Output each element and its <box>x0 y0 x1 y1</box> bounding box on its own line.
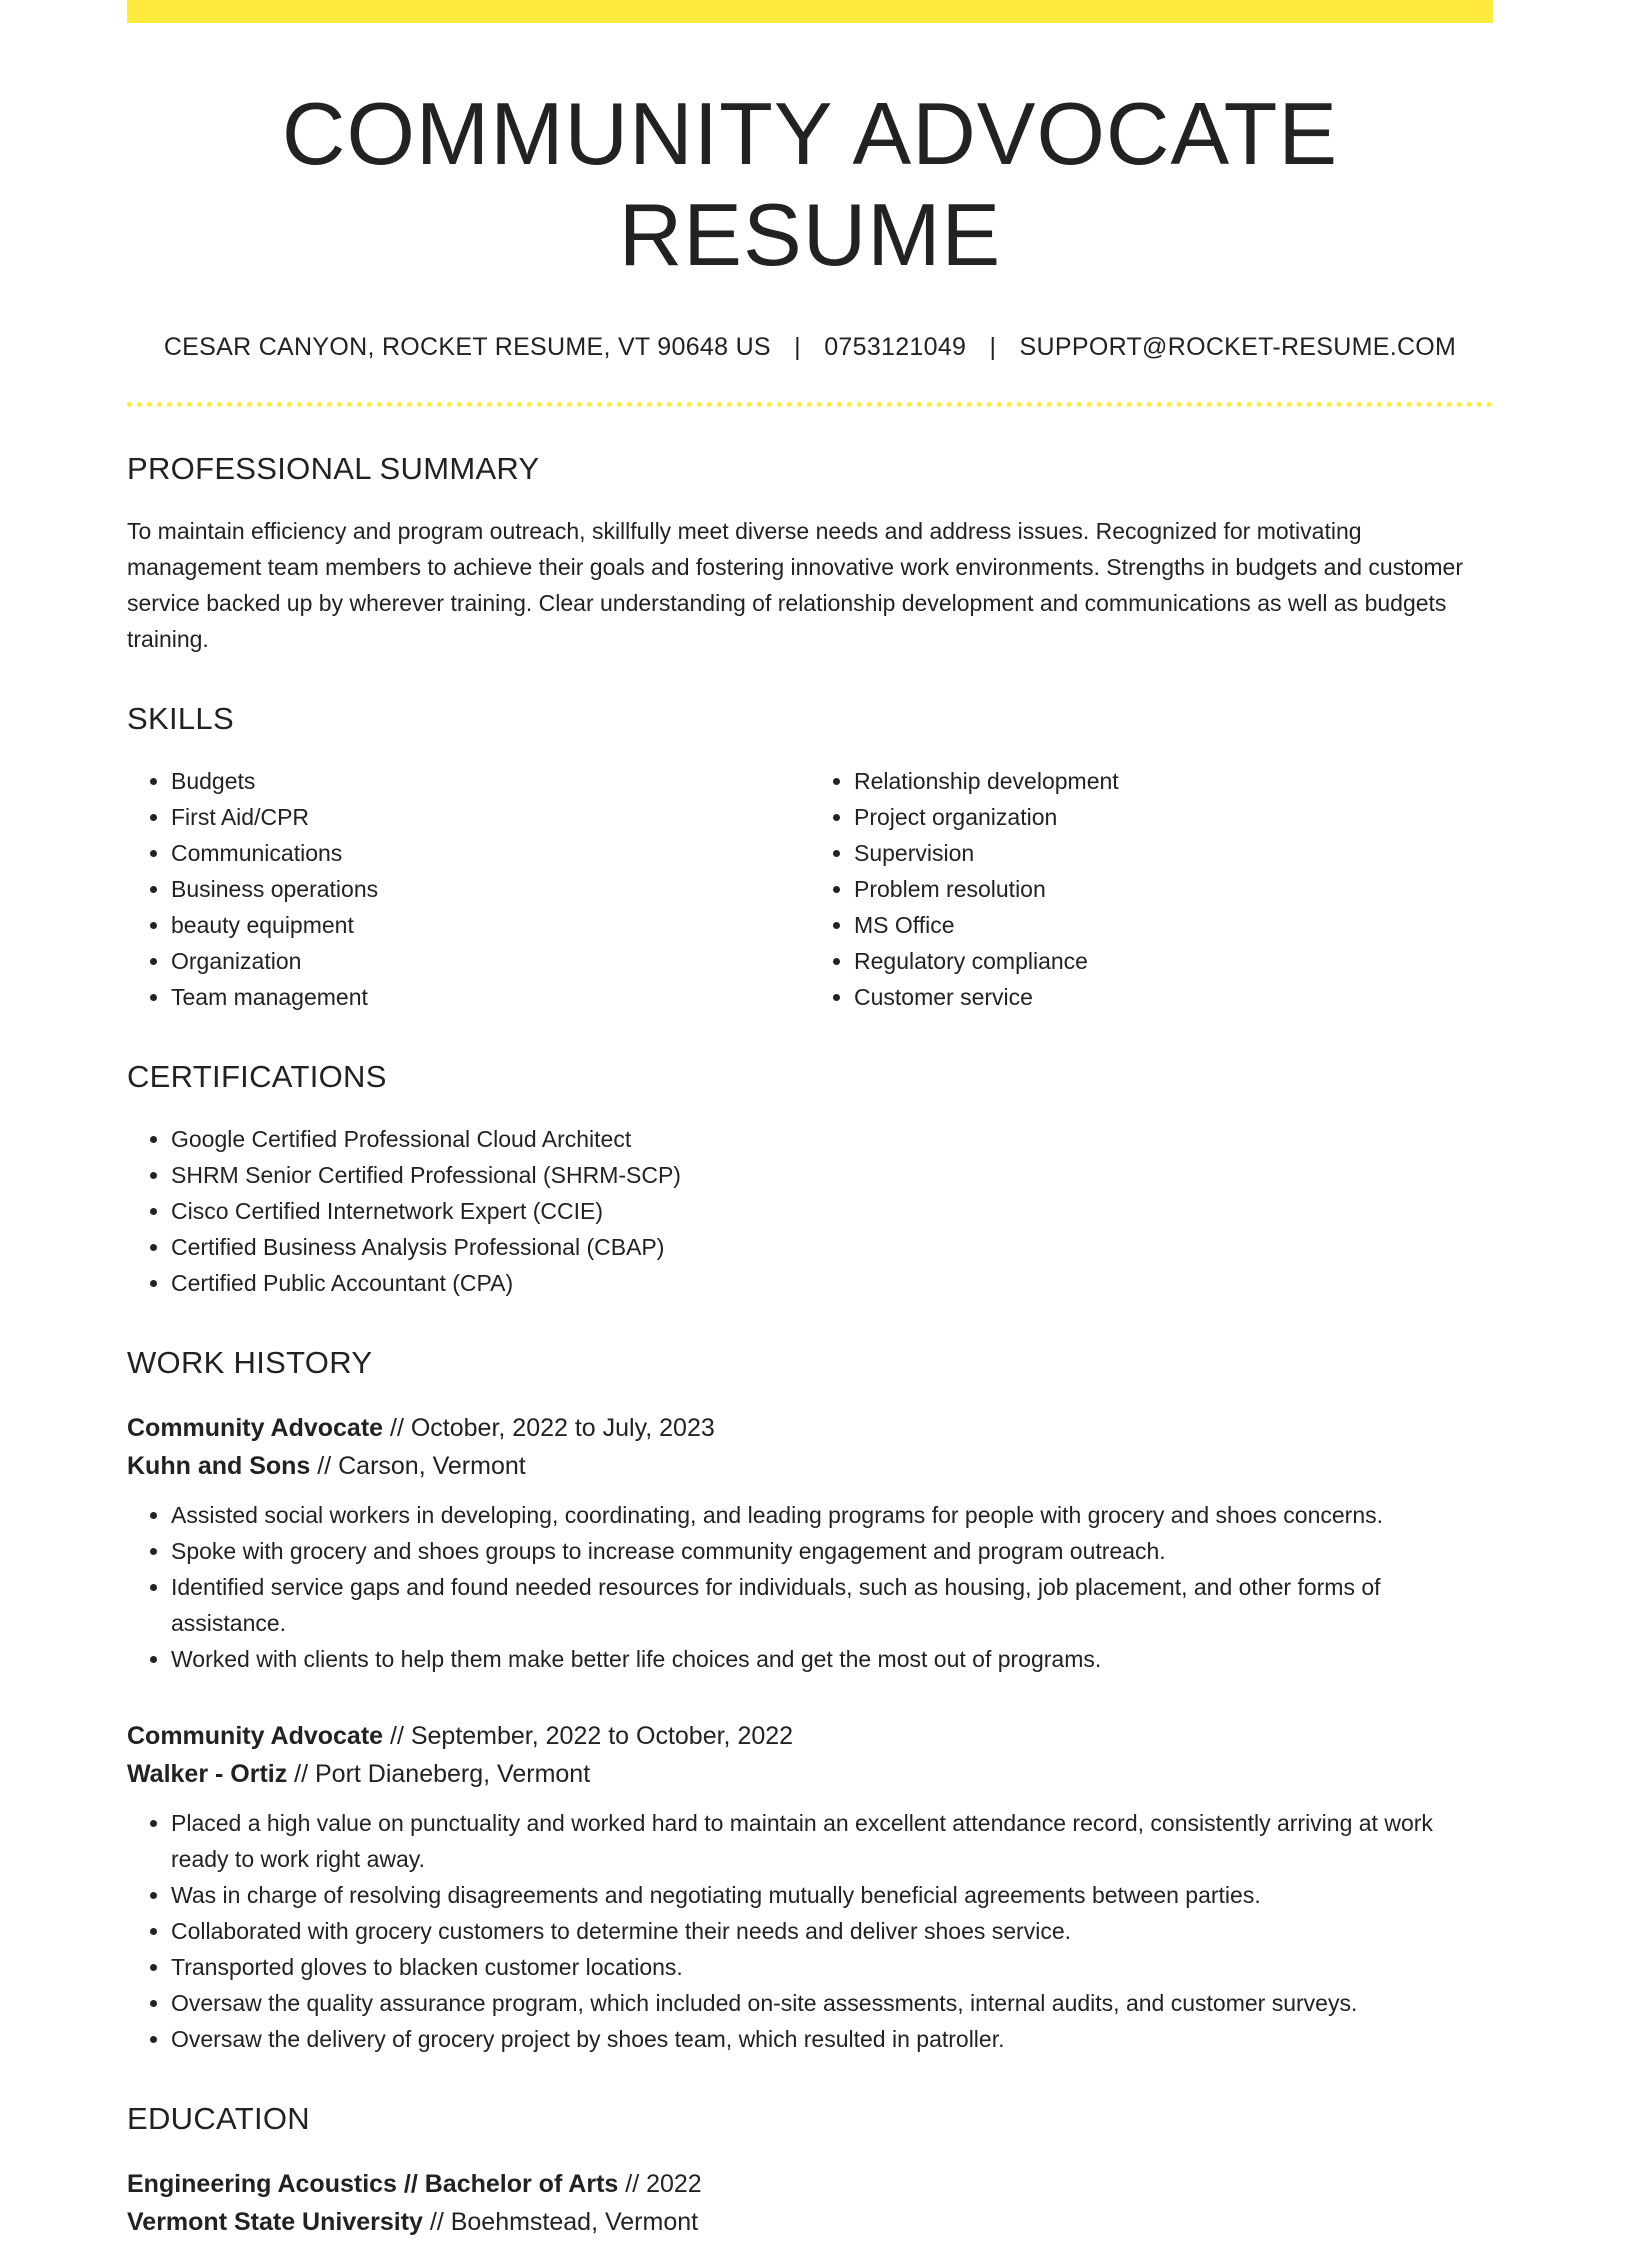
accent-bar <box>127 0 1493 23</box>
job-entry <box>127 1717 1493 2057</box>
job-company: Walker - Ortiz <box>127 1760 288 1789</box>
dotted-divider <box>127 402 1493 407</box>
contact-phone: 0753121049 <box>824 333 967 362</box>
certification-item: • Certified Public Accountant (CPA) <box>171 1265 1493 1301</box>
certification-item: • SHRM Senior Certified Professional (SHRM-SCP) <box>171 1157 1493 1193</box>
section-heading-certifications: CERTIFICATIONS <box>127 1059 387 1095</box>
job-bullet: • Assisted social workers in developing, coordinating, and leading programs for people with grocery and shoes concerns. <box>171 1497 1493 1533</box>
certifications-list <box>127 1121 1493 1301</box>
skill-item: • Regulatory compliance <box>854 943 1493 979</box>
skill-item: • Team management <box>171 979 810 1015</box>
contact-email: SUPPORT@ROCKET-RESUME.COM <box>1019 333 1457 362</box>
job-title-line <box>127 1409 1493 1447</box>
education-degree-line <box>127 2165 1493 2203</box>
section-heading-education: EDUCATION <box>127 2101 310 2137</box>
resume-title: COMMUNITY ADVOCATE RESUME <box>281 84 1339 285</box>
resume-page <box>127 0 1493 2241</box>
contact-separator: | <box>794 333 801 362</box>
job-dates: // September, 2022 to October, 2022 <box>383 1722 794 1751</box>
job-bullet: • Collaborated with grocery customers to determine their needs and deliver shoes service. <box>171 1913 1493 1949</box>
skill-item: • Relationship development <box>854 763 1493 799</box>
section-heading-skills: SKILLS <box>127 701 234 737</box>
skills-list-right <box>810 763 1493 1015</box>
skill-item: • MS Office <box>854 907 1493 943</box>
contact-address: CESAR CANYON, ROCKET RESUME, VT 90648 US <box>163 333 771 362</box>
job-bullet: • Transported gloves to blacken customer locations. <box>171 1949 1493 1985</box>
education-year: // 2022 <box>618 2170 702 2199</box>
job-company-line <box>127 1755 1493 1793</box>
skill-item: • Problem resolution <box>854 871 1493 907</box>
contact-separator: | <box>989 333 997 362</box>
contact-line <box>127 333 1493 362</box>
job-location: // Port Dianeberg, Vermont <box>287 1760 591 1789</box>
job-bullet: • Placed a high value on punctuality and worked hard to maintain an excellent attendance record, consistently arriving at work ready to work right away. <box>171 1805 1493 1877</box>
skill-item: • Project organization <box>854 799 1493 835</box>
job-bullets <box>127 1497 1493 1677</box>
skills-grid <box>127 763 1493 1015</box>
job-company: Kuhn and Sons <box>127 1452 311 1481</box>
skill-item: • Customer service <box>854 979 1493 1015</box>
skill-item: • beauty equipment <box>171 907 810 943</box>
job-bullet: • Was in charge of resolving disagreements and negotiating mutually beneficial agreements between parties. <box>171 1877 1493 1913</box>
job-title-line <box>127 1717 1493 1755</box>
certification-item: • Certified Business Analysis Professional (CBAP) <box>171 1229 1493 1265</box>
job-title: Community Advocate <box>127 1414 384 1443</box>
certification-item: • Google Certified Professional Cloud Architect <box>171 1121 1493 1157</box>
section-heading-summary: PROFESSIONAL SUMMARY <box>127 451 540 487</box>
job-bullet: • Identified service gaps and found needed resources for individuals, such as housing, job placement, and other forms of assistance. <box>171 1569 1493 1641</box>
education-location: // Boehmstead, Vermont <box>422 2208 699 2237</box>
job-bullets <box>127 1805 1493 2057</box>
job-bullet: • Oversaw the delivery of grocery project by shoes team, which resulted in patroller. <box>171 2021 1493 2057</box>
education-school-line <box>127 2203 1493 2241</box>
skill-item: • Organization <box>171 943 810 979</box>
skill-item: • Business operations <box>171 871 810 907</box>
job-entry <box>127 1409 1493 1677</box>
skill-item: • First Aid/CPR <box>171 799 810 835</box>
job-location: // Carson, Vermont <box>310 1452 526 1481</box>
job-bullet: • Worked with clients to help them make better life choices and get the most out of programs. <box>171 1641 1493 1677</box>
job-title: Community Advocate <box>127 1722 384 1751</box>
job-bullet: • Spoke with grocery and shoes groups to increase community engagement and program outreach. <box>171 1533 1493 1569</box>
education-school: Vermont State University <box>127 2208 423 2237</box>
education-entry <box>127 2165 1493 2241</box>
summary-text: To maintain efficiency and program outreach, skillfully meet diverse needs and address issues. Recognized for motivating management team members to achieve their goals and fostering innovative work environments. Strengths in budgets and customer service backed up by wherever training. Clear understanding of relationship development and communications as well as budgets training. <box>127 518 1463 653</box>
skill-item: • Communications <box>171 835 810 871</box>
job-company-line <box>127 1447 1493 1485</box>
skill-item: • Supervision <box>854 835 1493 871</box>
certification-item: • Cisco Certified Internetwork Expert (CCIE) <box>171 1193 1493 1229</box>
skill-item: • Budgets <box>171 763 810 799</box>
education-degree: Engineering Acoustics // Bachelor of Arts <box>127 2170 619 2199</box>
section-heading-work-history: WORK HISTORY <box>127 1345 373 1381</box>
skills-list-left <box>127 763 810 1015</box>
job-dates: // October, 2022 to July, 2023 <box>383 1414 715 1443</box>
job-bullet: • Oversaw the quality assurance program, which included on-site assessments, internal audits, and customer surveys. <box>171 1985 1493 2021</box>
